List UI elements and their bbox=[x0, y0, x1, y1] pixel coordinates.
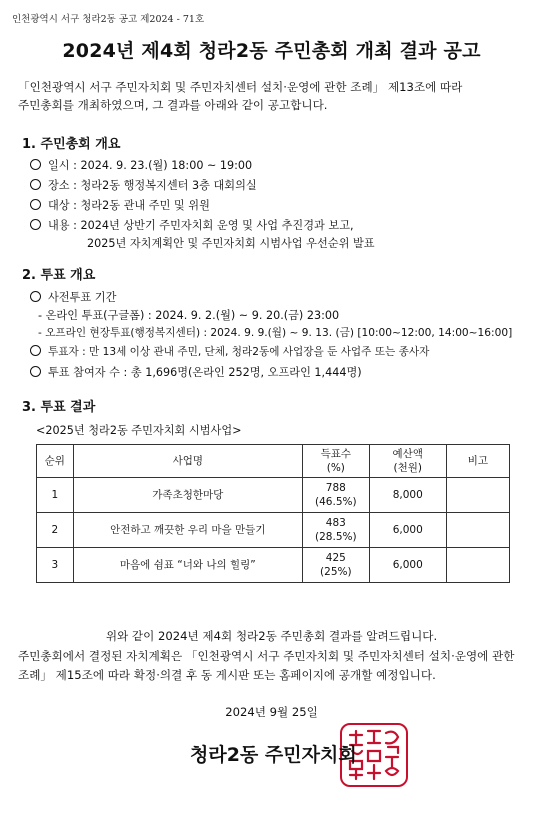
table-header-row bbox=[37, 445, 510, 478]
cell-note bbox=[446, 478, 509, 513]
overview-item-content bbox=[30, 217, 354, 233]
offline-vote-period: - 오프라인 현장투표(행정복지센터) : 2024. 9. 9.(월) ~ 9. 13. (금) [10:00~12:00, 14:00~16:00] bbox=[38, 327, 513, 339]
overview-item-text: 내용 : 2024년 상반기 주민자치회 운영 및 사업 추진경과 보고, bbox=[48, 219, 354, 232]
circle-bullet-icon bbox=[30, 366, 41, 377]
cell-votes-percent: (25%) bbox=[320, 566, 352, 578]
cell-votes-count: 425 bbox=[325, 552, 346, 564]
cell-rank: 2 bbox=[37, 513, 74, 548]
section-1-heading: 1. 주민총회 개요 bbox=[22, 137, 121, 152]
closing-line-2: 주민총회에서 결정된 자치계획은 「인천광역시 서구 주민자치회 및 주민자치센터 설치·운영에 관한 bbox=[18, 649, 515, 663]
section-2-heading: 2. 투표 개요 bbox=[22, 268, 96, 283]
overview-item-target bbox=[30, 197, 210, 213]
issuer-signature: 청라2동 주민자치회 bbox=[190, 744, 357, 766]
header-budget bbox=[369, 445, 446, 478]
header-votes-unit: (%) bbox=[326, 462, 345, 474]
participant-count-text: 투표 참여자 수 : 총 1,696명(온라인 252명, 오프라인 1,444명) bbox=[48, 366, 362, 379]
cell-votes bbox=[303, 513, 370, 548]
cell-project: 가족초청한마당 bbox=[73, 478, 302, 513]
cell-budget: 6,000 bbox=[369, 513, 446, 548]
circle-bullet-icon bbox=[30, 159, 41, 170]
closing-line-1: 위와 같이 2024년 제4회 청라2동 주민총회 결과를 알려드립니다. bbox=[105, 629, 438, 643]
advance-vote-label: 사전투표 기간 bbox=[48, 291, 117, 304]
online-vote-period: - 온라인 투표(구글폼) : 2024. 9. 2.(월) ~ 9. 20.(금) 23:00 bbox=[38, 309, 340, 322]
cell-project: 마음에 쉼표 “너와 나의 힐링” bbox=[73, 548, 302, 583]
announcement-date: 2024년 9월 25일 bbox=[225, 705, 318, 719]
closing-line-3: 조례」 제15조에 따라 확정·의결 후 동 게시판 또는 홈페이지에 공개할 예정입니다. bbox=[18, 668, 436, 682]
circle-bullet-icon bbox=[30, 291, 41, 302]
header-project: 사업명 bbox=[73, 445, 302, 478]
circle-bullet-icon bbox=[30, 199, 41, 210]
voter-eligibility bbox=[30, 344, 429, 359]
circle-bullet-icon bbox=[30, 345, 41, 356]
header-votes bbox=[303, 445, 370, 478]
overview-content-continuation: 2025년 자치계획안 및 주민자치회 시범사업 우선순위 발표 bbox=[87, 237, 375, 250]
table-row bbox=[37, 478, 510, 513]
results-table bbox=[36, 444, 510, 583]
table-row bbox=[37, 513, 510, 548]
table-row bbox=[37, 548, 510, 583]
section-3-heading: 3. 투표 결과 bbox=[22, 400, 96, 415]
cell-note bbox=[446, 548, 509, 583]
overview-item-datetime bbox=[30, 157, 252, 173]
intro-line-2: 주민총회를 개최하였으며, 그 결과를 아래와 같이 공고합니다. bbox=[18, 98, 328, 112]
voter-eligibility-text: 투표자 : 만 13세 이상 관내 주민, 단체, 청라2동에 사업장을 둔 사업주 또는 종사자 bbox=[48, 346, 430, 358]
cell-votes-percent: (46.5%) bbox=[315, 496, 357, 508]
circle-bullet-icon bbox=[30, 179, 41, 190]
header-rank: 순위 bbox=[37, 445, 74, 478]
circle-bullet-icon bbox=[30, 219, 41, 230]
cell-budget: 6,000 bbox=[369, 548, 446, 583]
cell-rank: 3 bbox=[37, 548, 74, 583]
header-votes-label: 득표수 bbox=[320, 448, 352, 460]
document-title: 2024년 제4회 청라2동 주민총회 개최 결과 공고 bbox=[62, 40, 481, 62]
cell-note bbox=[446, 513, 509, 548]
cell-rank: 1 bbox=[37, 478, 74, 513]
cell-votes-count: 483 bbox=[325, 517, 346, 529]
cell-votes-percent: (28.5%) bbox=[315, 531, 357, 543]
overview-item-location bbox=[30, 177, 257, 193]
participant-count bbox=[30, 364, 362, 380]
overview-item-text: 일시 : 2024. 9. 23.(월) 18:00 ~ 19:00 bbox=[48, 159, 253, 172]
cell-votes bbox=[303, 478, 370, 513]
header-note: 비고 bbox=[446, 445, 509, 478]
advance-vote-period bbox=[30, 289, 116, 305]
header-budget-label: 예산액 bbox=[392, 448, 423, 460]
cell-budget: 8,000 bbox=[369, 478, 446, 513]
intro-line-1: 「인천광역시 서구 주민자치회 및 주민자치센터 설치·운영에 관한 조례」 제13조에 따라 bbox=[18, 80, 463, 94]
header-budget-unit: (천원) bbox=[393, 462, 422, 474]
overview-item-text: 대상 : 청라2동 관내 주민 및 위원 bbox=[48, 199, 210, 212]
cell-votes-count: 788 bbox=[325, 482, 346, 494]
table-caption: <2025년 청라2동 주민자치회 시범사업> bbox=[36, 424, 242, 437]
overview-item-text: 장소 : 청라2동 행정복지센터 3층 대회의실 bbox=[48, 179, 257, 192]
document-reference-number: 인천광역시 서구 청라2동 공고 제2024 - 71호 bbox=[12, 14, 205, 25]
cell-project: 안전하고 깨끗한 우리 마을 만들기 bbox=[73, 513, 302, 548]
cell-votes bbox=[303, 548, 370, 583]
